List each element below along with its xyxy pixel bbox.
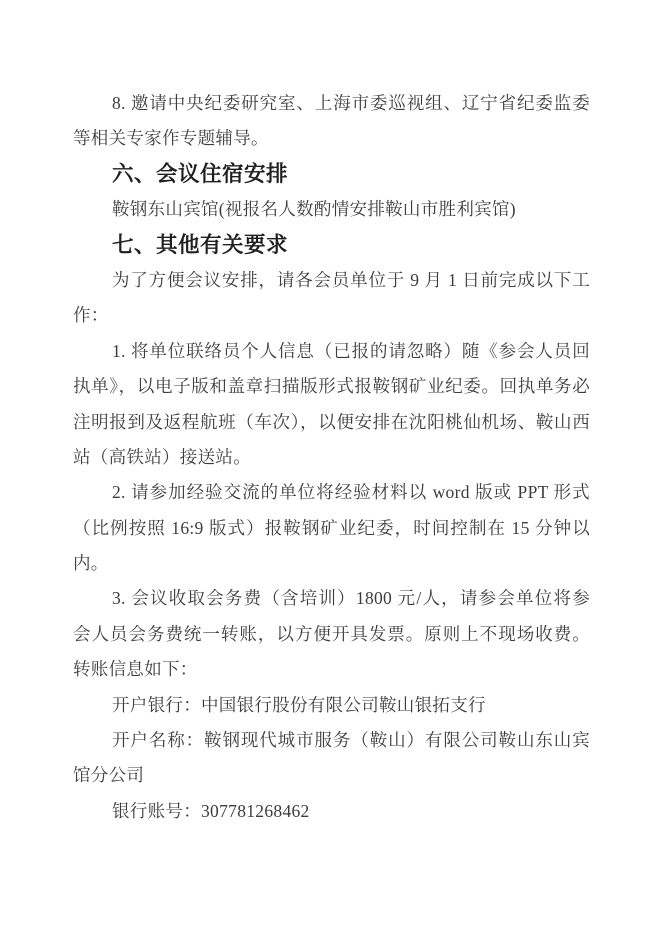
- text-line: （比例按照 16:9 版式）报鞍钢矿业纪委，时间控制在 15 分钟以: [73, 517, 590, 538]
- text-line: 馆分公司: [73, 765, 145, 786]
- paragraph: [73, 794, 590, 829]
- text-line: 注明报到及返程航班（车次），以便安排在沈阳桃仙机场、鞍山西: [73, 411, 590, 432]
- text-line: 开户名称：鞍钢现代城市服务（鞍山）有限公司鞍山东山宾: [112, 730, 590, 751]
- text-line: 银行账号：307781268462: [112, 800, 310, 821]
- text-line: 鞍钢东山宾馆(视报名人数酌情安排鞍山市胜利宾馆): [112, 199, 516, 220]
- text-line: 七、其他有关要求: [112, 232, 289, 257]
- document-content: [73, 86, 590, 829]
- text-line: 8. 邀请中央纪委研究室、上海市委巡视组、辽宁省纪委监委: [112, 93, 590, 113]
- text-line: 六、会议住宿安排: [112, 161, 289, 186]
- text-line: 开户银行：中国银行股份有限公司鞍山银拓支行: [112, 694, 486, 715]
- section-heading: [73, 228, 590, 263]
- text-line: 会人员会务费统一转账，以方便开具发票。原则上不现场收费。: [73, 623, 590, 644]
- text-line: 作：: [73, 305, 109, 326]
- paragraph: [73, 86, 590, 157]
- section-heading: [73, 157, 590, 192]
- paragraph: [73, 334, 590, 476]
- paragraph: [73, 475, 590, 581]
- paragraph: [73, 688, 590, 723]
- paragraph: [73, 263, 590, 334]
- text-line: 转账信息如下：: [73, 659, 198, 680]
- text-line: 1. 将单位联络员个人信息（已报的请忽略）随《参会人员回: [112, 340, 590, 361]
- text-line: 2. 请参加经验交流的单位将经验材料以 word 版或 PPT 形式: [112, 482, 590, 503]
- text-line: 执单》，以电子版和盖章扫描版形式报鞍钢矿业纪委。回执单务必: [73, 376, 590, 397]
- text-line: 内。: [73, 553, 109, 574]
- text-line: 3. 会议收取会务费（含培训）1800 元/人，请参会单位将参: [112, 588, 590, 609]
- text-line: 站（高铁站）接送站。: [73, 446, 251, 467]
- paragraph: [73, 723, 590, 794]
- text-line: 等相关专家作专题辅导。: [73, 128, 269, 149]
- text-line: 为了方便会议安排，请各会员单位于 9 月 1 日前完成以下工: [112, 269, 590, 290]
- paragraph: [73, 192, 590, 227]
- paragraph: [73, 581, 590, 687]
